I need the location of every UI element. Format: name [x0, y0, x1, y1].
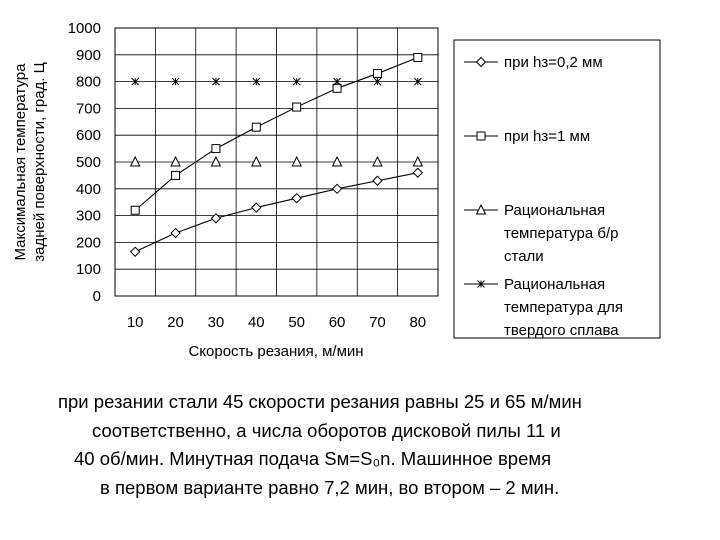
- legend-label: при hз=1 мм: [504, 128, 591, 145]
- x-axis-title: Скорость резания, м/мин: [188, 343, 364, 360]
- x-tick-label: 40: [247, 314, 265, 331]
- x-tick-label: 80: [409, 314, 427, 331]
- x-tick-label: 60: [328, 314, 346, 331]
- y-tick-labels: [68, 20, 101, 305]
- caption-line-4: в первом варианте равно 7,2 мин, во втором – 2 мин.: [100, 476, 560, 498]
- x-tick-label: 20: [167, 314, 184, 331]
- y-tick-label: 0: [92, 288, 101, 305]
- data-point-square: [414, 53, 422, 61]
- y-tick-label: 1000: [67, 20, 101, 37]
- y-axis-title-line: задней поверхности, град. Ц: [31, 62, 48, 262]
- x-tick-label: 70: [369, 314, 386, 331]
- legend-label: Рациональная: [504, 276, 606, 293]
- y-tick-label: 700: [75, 100, 101, 118]
- legend-label: температура б/р: [504, 225, 619, 242]
- x-tick-labels: [127, 314, 426, 331]
- x-tick-label: 50: [288, 314, 306, 331]
- y-tick-label: 400: [75, 180, 101, 198]
- x-tick-label: 10: [126, 314, 144, 331]
- legend-box: [454, 40, 660, 338]
- y-axis-title-line: Максимальная температура: [12, 63, 29, 261]
- data-point-square: [252, 123, 260, 131]
- y-tick-label: 800: [75, 73, 101, 91]
- caption-line-3: 40 об/мин. Минутная подача Sм=S₀n. Машинное время: [74, 448, 552, 469]
- y-axis-title: [12, 62, 48, 261]
- legend-label: Рациональная: [504, 202, 606, 219]
- caption-text: [40, 388, 720, 502]
- x-tick-label: 30: [207, 314, 225, 331]
- caption-line-1: при резании стали 45 скорости резания равны 25 и 65 м/мин: [58, 391, 582, 412]
- data-point-square: [212, 145, 220, 153]
- legend-label: твердого сплава: [504, 322, 619, 339]
- y-tick-label: 300: [75, 207, 101, 225]
- data-point-square: [131, 206, 139, 214]
- data-point-square: [293, 103, 301, 111]
- data-point-square: [373, 70, 381, 78]
- data-point-square: [477, 132, 485, 140]
- legend-label: стали: [504, 248, 544, 265]
- caption-line-2: соответственно, а числа оборотов дисковой пилы 11 и: [92, 419, 561, 441]
- legend-label: при hз=0,2 мм: [504, 54, 603, 71]
- legend-label: температура для: [504, 299, 624, 316]
- data-point-square: [172, 171, 180, 179]
- y-tick-label: 900: [75, 46, 101, 64]
- legend: [454, 40, 660, 339]
- data-point-square: [333, 84, 341, 92]
- y-tick-label: 100: [75, 261, 101, 279]
- y-tick-label: 500: [75, 154, 101, 171]
- y-tick-label: 600: [75, 127, 101, 145]
- y-tick-label: 200: [75, 234, 101, 252]
